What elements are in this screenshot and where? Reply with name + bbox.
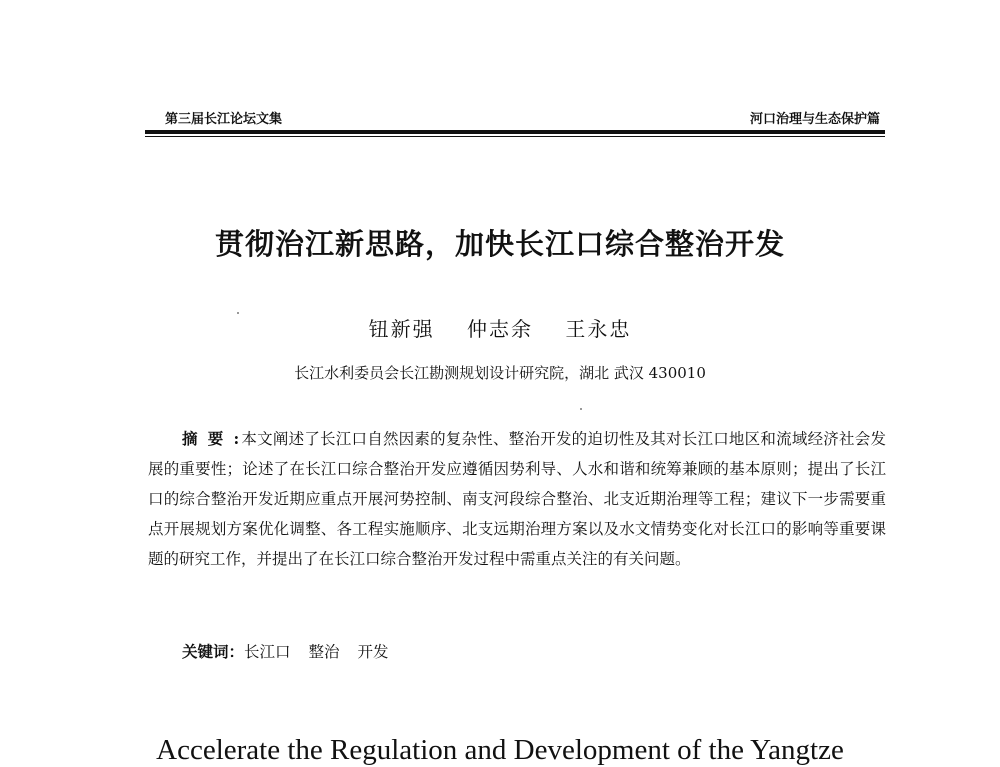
- keyword: 长江口: [244, 643, 291, 661]
- header-collection-name: 第三届长江论坛文集: [165, 112, 283, 127]
- author-list: [0, 313, 1000, 342]
- abstract-colon: :: [233, 429, 240, 448]
- header-rule-thick: [145, 130, 885, 134]
- english-title: Accelerate the Regulation and Development of the Yangtze: [156, 734, 844, 766]
- keywords-label: 关键词：: [182, 642, 245, 661]
- scan-speck: [237, 312, 239, 314]
- running-header: [165, 108, 880, 128]
- header-rule-thin: [145, 136, 885, 137]
- keyword: 开发: [357, 643, 389, 661]
- abstract-label: 摘要: [182, 429, 234, 448]
- author-affiliation: 长江水利委员会长江勘测规划设计研究院，湖北 武汉 430010: [294, 364, 706, 382]
- paper-title: 贯彻治江新思路，加快长江口综合整治开发: [214, 227, 785, 261]
- header-section-name: 河口治理与生态保护篇: [749, 112, 880, 127]
- abstract-text: 本文阐述了长江口自然因素的复杂性、整治开发的迫切性及其对长江口地区和流域经济社会发展的重要性；论述了在长江口综合整治开发应遵循因势利导、人水和谐和统筹兼顾的基本原则；提出了长江口的综合整治开发近期应重点开展河势控制、南支河段综合整治、北支近期治理等工程；建议下一步需要重点开展规划方案优化调整、各工程实施顺序、北支远期治理方案以及水文情势变化对长江口的影响等重要课题的研究工作，并提出了在长江口综合整治开发过程中需重点关注的有关问题。: [148, 430, 886, 568]
- author-name: 王永忠: [565, 317, 632, 341]
- keyword: 整治: [308, 643, 340, 661]
- author-name: 钮新强: [368, 317, 435, 341]
- scan-speck: [580, 408, 582, 410]
- abstract-paragraph: [148, 424, 886, 574]
- author-name: 仲志余: [467, 317, 533, 341]
- keywords-line: [182, 640, 407, 662]
